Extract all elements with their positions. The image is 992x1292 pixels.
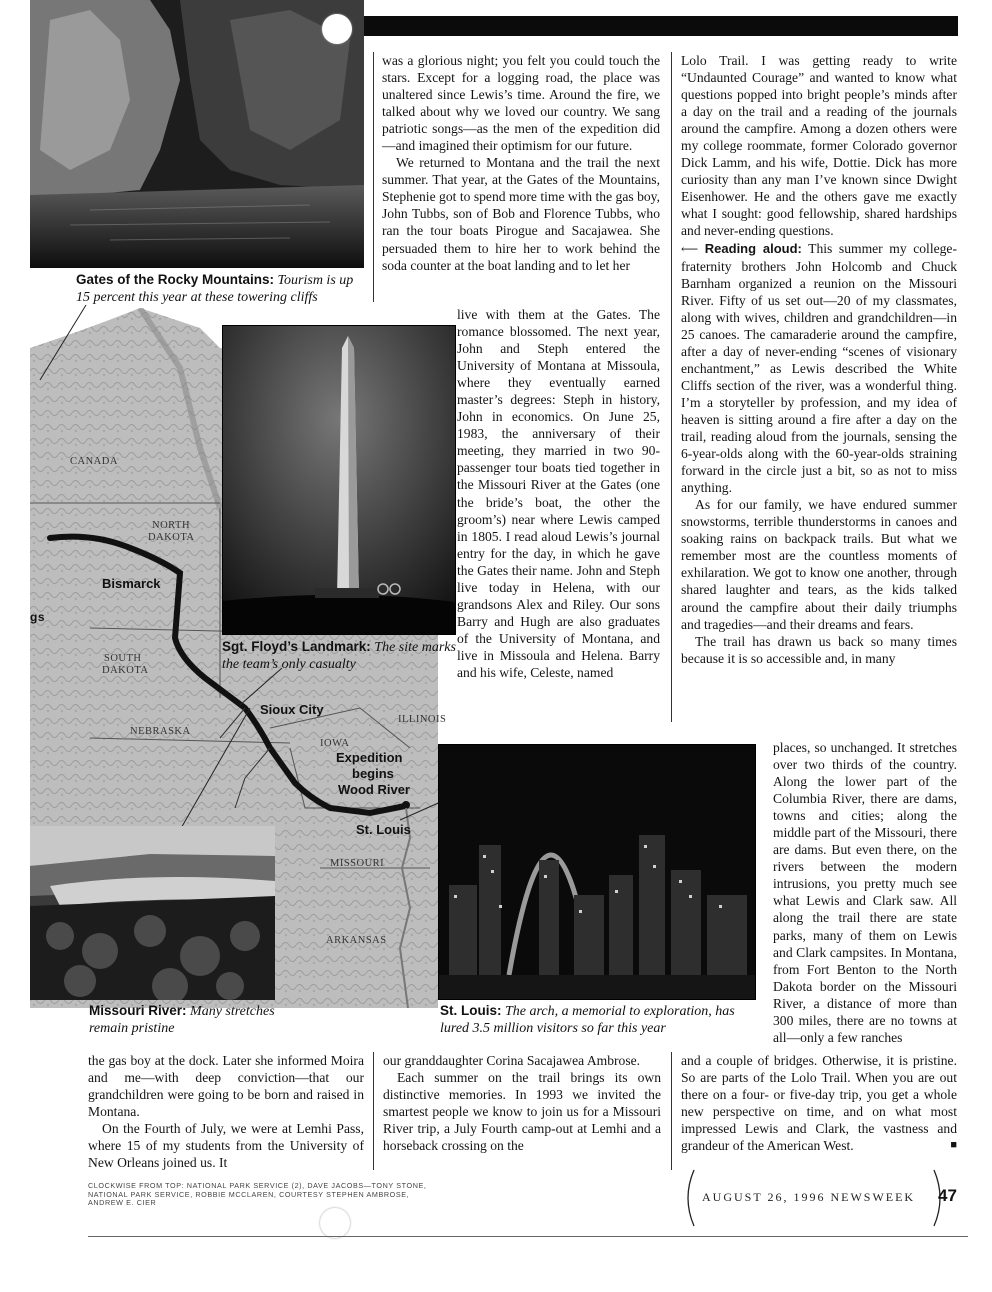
credits-line-2: NATIONAL PARK SERVICE, ROBBIE MCCLAREN, COURTESY STEPHEN AMBROSE, xyxy=(88,1189,410,1199)
monument-photo xyxy=(222,325,456,635)
reading-aloud-arrow-icon: ⟵ xyxy=(681,241,699,256)
bottom-column-two xyxy=(383,1052,661,1154)
map-label-south-dakota: DAKOTA xyxy=(102,665,149,676)
column-two-narrow xyxy=(457,306,660,681)
column-three-top xyxy=(681,52,957,667)
map-label-missouri: MISSOURI xyxy=(330,858,385,869)
col3-paragraph-2 xyxy=(681,240,957,497)
end-mark: ■ xyxy=(950,1139,957,1152)
missouri-caption-body: Many stretches remain pristine xyxy=(89,1004,275,1036)
missouri-caption-lead: Missouri River: xyxy=(89,1003,187,1018)
bottom2-paragraph-2: Each summer on the trail brings its own distinctive memories. In 1993 we invited the smartest people we know to join us for a Missouri River trip, a July Fourth camp-out at Lemhi and a horseback crossing on the xyxy=(383,1070,661,1154)
col3-paragraph-2-text: This summer my college-fraternity brothers John Holcomb and Chuck Barnham organized a reunion on the Missouri River. Fifty of us set out—20 of my classmates, along with wives, children and grandchildren—in 25 canoes. The camaraderie around the campfire, after a day of never-ending “scenes of visionary enchantment,” as Lewis described the White Cliffs section of the river, was a wonderful thing. I’m a storyteller by profession, and my idea of heaven is sitting around a fire after a day on the trail, reading aloud from the journals, sensing the 6-year-olds along with the 60-year-olds straining forward in the circle just a bit, so as not to miss anything. xyxy=(681,240,957,496)
col2-paragraph-3: live with them at the Gates. The romance blossomed. The next year, John and Steph entered the University of Montana at Missoula, where they eventually earned master’s degrees: Steph in history, John in economics. On June 25, 1983, the anniversary of their meeting, they married in two 90-passenger tour boats tied together in the Missouri River at the Gates (one the bride’s boat, the other the groom’s) near where Lewis camped in 1805. I read aloud Lewis’s journal entry for the day, in which he gave the Gates their name. John and Steph live today in Helena, with our grandsons Alex and Riley. Our sons Barry and Hugh are also graduates of the University of Montana, and live in Missoula and Helena. Barry and his wife, Celeste, named xyxy=(457,307,660,680)
column-rule-left xyxy=(373,52,374,302)
bottom2-paragraph-1: our granddaughter Corina Sacajawea Ambrose. xyxy=(383,1053,641,1068)
credits-line-1: CLOCKWISE FROM TOP: NATIONAL PARK SERVICE (2), DAVE JACOBS—TONY STONE, xyxy=(88,1181,427,1190)
map-city-st-louis: St. Louis xyxy=(356,822,411,837)
gates-caption-body: Tourism is up 15 percent this year at these towering cliffs xyxy=(76,273,354,305)
map-label-arkansas: ARKANSAS xyxy=(326,935,387,946)
st-louis-caption xyxy=(440,1002,760,1037)
map-begins-label: begins xyxy=(352,766,394,781)
map-label-north-dakota: DAKOTA xyxy=(148,532,195,543)
floyd-caption-body: The site marks the team’s only casualty xyxy=(222,640,456,672)
photo-credits xyxy=(88,1182,468,1208)
col3-paragraph-4: The trail has drawn us back so many times because it is so accessible and, in many xyxy=(681,633,957,666)
map-label-illinois: ILLINOIS xyxy=(398,714,447,725)
col3-paragraph-3: As for our family, we have endured summer snowstorms, terrible thunderstorms in canoes and soaking rains on backpack trails. But what we remember most are the countless moments of exhilaration. We got to know one another, through shared laughter and tears, as the kids talked around the campfire about their daily triumphs and tragedies—and their dreams and fears. xyxy=(681,497,957,632)
column-three-narrow xyxy=(773,739,957,1046)
bottom3-paragraph-1 xyxy=(681,1052,957,1154)
col3-lead-reading-aloud: Reading aloud: xyxy=(704,240,802,256)
st-louis-caption-body: The arch, a memorial to exploration, has lured 3.5 million visitors so far this year xyxy=(440,1004,735,1036)
map-city-wood-river: Wood River xyxy=(338,782,410,797)
column-two-top xyxy=(382,52,660,274)
bottom1-paragraph-1: the gas boy at the dock. Later she informed Moira and me—with deep conviction—that our grandchildren were going to be born and raised in Montana. xyxy=(88,1053,364,1120)
folio-date: AUGUST 26, 1996 NEWSWEEK xyxy=(702,1190,916,1204)
col2-paragraph-1: was a glorious night; you felt you could touch the stars. Except for a logging road, the place was unaltered since Lewis’s time. Around the fire, we talked about why we loved our country. We sang patriotic songs—as the men of the expedition did—and imagined their optimism for our future. xyxy=(382,53,660,154)
bottom-column-three xyxy=(681,1052,957,1154)
page-number: 47 xyxy=(938,1186,957,1205)
bottom-column-one xyxy=(88,1052,364,1171)
gates-caption-lead: Gates of the Rocky Mountains: xyxy=(76,272,275,287)
footer-rule xyxy=(88,1236,968,1237)
col2-paragraph-2: We returned to Montana and the trail the next summer. That year, at the Gates of the Mountains, Stephenie got to spend more time with the gas boy, John Tubbs, son of Bob and Florence Tubbs, who ran the tour boats Pirogue and Sacajawea. She persuaded them to hire her to work behind the soda counter at the boat landing and to let her xyxy=(382,155,660,273)
floyd-caption-lead: Sgt. Floyd’s Landmark: xyxy=(222,639,371,654)
credits-line-3: ANDREW E. CIER xyxy=(88,1198,157,1208)
col3-paragraph-5: places, so unchanged. It stretches over two thirds of the country. Along the lower part of the Columbia River, there are dams, towns and cities; along the middle part of the Missouri, there are dams. But even there, on the rivers between the modern intrusions, you pretty much see what Lewis and Clark saw. All along the trail there are state parks, many of them on Lewis and Clark campsites. In Montana, from Fort Benton to the North Dakota border on the Missouri River, a distance of more than 300 miles, there are no towns at all—only a few ranches xyxy=(773,740,957,1045)
column-rule-bottom-left xyxy=(373,1052,374,1170)
st-louis-illustration xyxy=(439,745,755,999)
map-label-nebraska: NEBRASKA xyxy=(130,726,191,737)
bottom3-text: and a couple of bridges. Otherwise, it is pristine. So are parts of the Lolo Trail. When you are out there on a four- or five-day trip, you get a whole new perspective on time, and on what most impressed Lewis and Clark, the vastness and grandeur of the American West. xyxy=(681,1053,957,1154)
column-rule-right xyxy=(671,52,672,722)
map-city-sioux-city: Sioux City xyxy=(260,702,324,717)
map-expedition-label: Expedition xyxy=(336,750,403,765)
map-label-south: SOUTH xyxy=(104,653,142,664)
column-rule-bottom-right xyxy=(671,1052,672,1170)
missouri-river-photo xyxy=(30,826,275,1000)
map-label-iowa: IOWA xyxy=(320,738,350,749)
col3-paragraph-1: Lolo Trail. I was getting ready to write “Undaunted Courage” and wanted to know what questions popped into bright people’s minds after a day on the trail and a reading of the journals around the campfire. Among a dozen others were my college roommate, former Colorado governor Dick Lamm, and his wife, Dottie. Dick has more curiosity than any man I’ve known since Dwight Eisenhower. He and the others gave me exactly what I sought: good fellowship, shared hardships and never-ending questions. xyxy=(681,53,957,239)
map-label-canada: CANADA xyxy=(70,456,118,467)
map-edge-fragment: gs xyxy=(30,610,46,624)
floyd-caption xyxy=(222,638,458,673)
st-louis-caption-lead: St. Louis: xyxy=(440,1003,502,1018)
map-label-north: NORTH xyxy=(152,520,191,531)
river-illustration xyxy=(30,826,275,1000)
monument-illustration xyxy=(223,326,455,634)
map-city-bismarck: Bismarck xyxy=(102,576,161,591)
missouri-caption xyxy=(89,1002,289,1037)
st-louis-photo xyxy=(438,744,756,1000)
bottom1-paragraph-2: On the Fourth of July, we were at Lemhi Pass, where 15 of my students from the University of New Orleans joined us. It xyxy=(88,1121,364,1171)
